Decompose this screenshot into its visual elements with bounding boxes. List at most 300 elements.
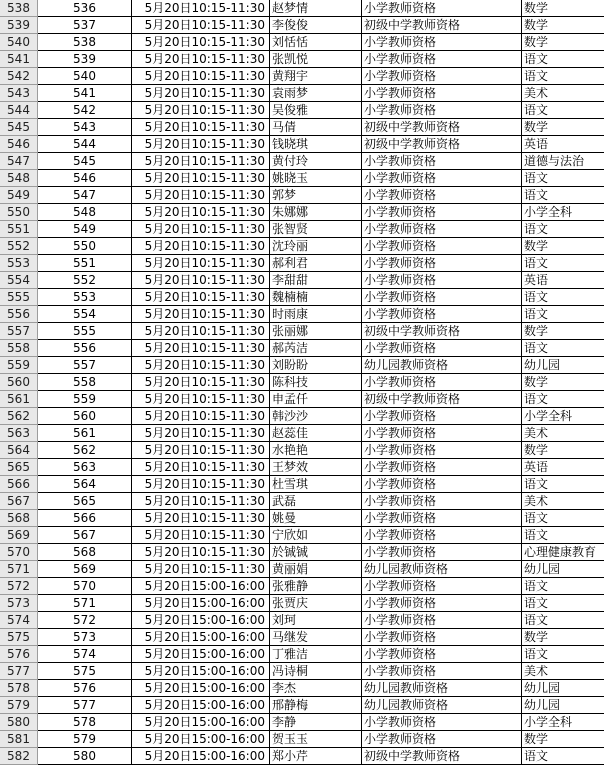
row-header[interactable]: 582 (0, 748, 38, 765)
cell-qualification[interactable]: 小学教师资格 (362, 595, 522, 612)
cell-qualification[interactable]: 小学教师资格 (362, 663, 522, 680)
cell-subject[interactable]: 小学全科 (522, 714, 604, 731)
row-header[interactable]: 550 (0, 204, 38, 221)
cell-name[interactable]: 姚曼 (270, 510, 362, 527)
cell-seq-number[interactable]: 579 (38, 731, 132, 748)
cell-seq-number[interactable]: 564 (38, 476, 132, 493)
cell-exam-time[interactable]: 5月20日10:15-11:30 (132, 170, 270, 187)
cell-name[interactable]: 张智贤 (270, 221, 362, 238)
table-row (0, 476, 604, 493)
cell-qualification[interactable]: 初级中学教师资格 (362, 119, 522, 136)
row-header[interactable]: 559 (0, 357, 38, 374)
cell-seq-number[interactable]: 543 (38, 119, 132, 136)
cell-seq-number[interactable]: 575 (38, 663, 132, 680)
table-row (0, 85, 604, 102)
row-header[interactable]: 569 (0, 527, 38, 544)
cell-name[interactable]: 宁欣如 (270, 527, 362, 544)
cell-exam-time[interactable]: 5月20日10:15-11:30 (132, 85, 270, 102)
cell-exam-time[interactable]: 5月20日15:00-16:00 (132, 663, 270, 680)
cell-subject[interactable]: 语文 (522, 255, 604, 272)
cell-seq-number[interactable]: 561 (38, 425, 132, 442)
cell-seq-number[interactable]: 539 (38, 51, 132, 68)
cell-name[interactable]: 刘盼盼 (270, 357, 362, 374)
cell-exam-time[interactable]: 5月20日10:15-11:30 (132, 17, 270, 34)
cell-seq-number[interactable]: 567 (38, 527, 132, 544)
cell-exam-time[interactable]: 5月20日15:00-16:00 (132, 697, 270, 714)
table-row (0, 272, 604, 289)
table-row (0, 697, 604, 714)
cell-name[interactable]: 张雅静 (270, 578, 362, 595)
row-header[interactable]: 565 (0, 459, 38, 476)
cell-name[interactable]: 李甜甜 (270, 272, 362, 289)
cell-seq-number[interactable]: 556 (38, 340, 132, 357)
row-header[interactable]: 560 (0, 374, 38, 391)
cell-qualification[interactable]: 小学教师资格 (362, 221, 522, 238)
cell-name[interactable]: 吴俊雅 (270, 102, 362, 119)
cell-exam-time[interactable]: 5月20日15:00-16:00 (132, 612, 270, 629)
cell-subject[interactable]: 语文 (522, 646, 604, 663)
cell-subject[interactable]: 幼儿园 (522, 697, 604, 714)
cell-qualification[interactable]: 幼儿园教师资格 (362, 697, 522, 714)
cell-exam-time[interactable]: 5月20日10:15-11:30 (132, 476, 270, 493)
cell-subject[interactable]: 道德与法治 (522, 153, 604, 170)
cell-qualification[interactable]: 小学教师资格 (362, 629, 522, 646)
row-header[interactable]: 570 (0, 544, 38, 561)
cell-qualification[interactable]: 小学教师资格 (362, 102, 522, 119)
cell-seq-number[interactable]: 541 (38, 85, 132, 102)
cell-seq-number[interactable]: 562 (38, 442, 132, 459)
row-header[interactable]: 558 (0, 340, 38, 357)
cell-subject[interactable]: 语文 (522, 340, 604, 357)
cell-name[interactable]: 王梦效 (270, 459, 362, 476)
cell-name[interactable]: 郭梦 (270, 187, 362, 204)
cell-exam-time[interactable]: 5月20日10:15-11:30 (132, 0, 270, 17)
cell-subject[interactable]: 语文 (522, 391, 604, 408)
cell-qualification[interactable]: 初级中学教师资格 (362, 17, 522, 34)
row-header[interactable]: 544 (0, 102, 38, 119)
cell-seq-number[interactable]: 573 (38, 629, 132, 646)
row-header[interactable]: 546 (0, 136, 38, 153)
cell-exam-time[interactable]: 5月20日10:15-11:30 (132, 221, 270, 238)
cell-seq-number[interactable]: 547 (38, 187, 132, 204)
cell-name[interactable]: 赵蕊佳 (270, 425, 362, 442)
row-header[interactable]: 552 (0, 238, 38, 255)
row-header[interactable]: 561 (0, 391, 38, 408)
cell-name[interactable]: 贺玉玉 (270, 731, 362, 748)
cell-qualification[interactable]: 小学教师资格 (362, 425, 522, 442)
cell-qualification[interactable]: 小学教师资格 (362, 459, 522, 476)
cell-exam-time[interactable]: 5月20日10:15-11:30 (132, 391, 270, 408)
table-row (0, 0, 604, 17)
cell-subject[interactable]: 美术 (522, 85, 604, 102)
cell-name[interactable]: 申孟仟 (270, 391, 362, 408)
row-header[interactable]: 557 (0, 323, 38, 340)
cell-subject[interactable]: 美术 (522, 663, 604, 680)
row-header[interactable]: 538 (0, 0, 38, 17)
table-row (0, 187, 604, 204)
cell-subject[interactable]: 语文 (522, 306, 604, 323)
cell-qualification[interactable]: 幼儿园教师资格 (362, 680, 522, 697)
cell-seq-number[interactable]: 554 (38, 306, 132, 323)
cell-subject[interactable]: 语文 (522, 102, 604, 119)
cell-seq-number[interactable]: 565 (38, 493, 132, 510)
cell-name[interactable]: 张贾庆 (270, 595, 362, 612)
cell-exam-time[interactable]: 5月20日15:00-16:00 (132, 629, 270, 646)
cell-qualification[interactable]: 初级中学教师资格 (362, 391, 522, 408)
cell-qualification[interactable]: 小学教师资格 (362, 289, 522, 306)
cell-subject[interactable]: 语文 (522, 221, 604, 238)
cell-seq-number[interactable]: 574 (38, 646, 132, 663)
cell-qualification[interactable]: 小学教师资格 (362, 731, 522, 748)
cell-name[interactable]: 朱娜娜 (270, 204, 362, 221)
cell-name[interactable]: 陈科技 (270, 374, 362, 391)
table-row (0, 442, 604, 459)
cell-name[interactable]: 李俊俊 (270, 17, 362, 34)
row-header[interactable]: 577 (0, 663, 38, 680)
cell-subject[interactable]: 语文 (522, 510, 604, 527)
cell-seq-number[interactable]: 552 (38, 272, 132, 289)
cell-subject[interactable]: 英语 (522, 459, 604, 476)
cell-subject[interactable]: 幼儿园 (522, 561, 604, 578)
cell-qualification[interactable]: 小学教师资格 (362, 204, 522, 221)
cell-qualification[interactable]: 小学教师资格 (362, 255, 522, 272)
row-header[interactable]: 547 (0, 153, 38, 170)
row-header[interactable]: 542 (0, 68, 38, 85)
row-header[interactable]: 573 (0, 595, 38, 612)
cell-seq-number[interactable]: 546 (38, 170, 132, 187)
table-row (0, 561, 604, 578)
cell-exam-time[interactable]: 5月20日10:15-11:30 (132, 459, 270, 476)
cell-seq-number[interactable]: 557 (38, 357, 132, 374)
row-header[interactable]: 543 (0, 85, 38, 102)
cell-subject[interactable]: 语文 (522, 748, 604, 765)
cell-subject[interactable]: 数学 (522, 119, 604, 136)
table-row (0, 391, 604, 408)
cell-exam-time[interactable]: 5月20日10:15-11:30 (132, 34, 270, 51)
cell-qualification[interactable]: 小学教师资格 (362, 85, 522, 102)
cell-name[interactable]: 水艳艳 (270, 442, 362, 459)
cell-subject[interactable]: 语文 (522, 595, 604, 612)
cell-subject[interactable]: 英语 (522, 272, 604, 289)
table-row (0, 51, 604, 68)
cell-name[interactable]: 黄翔宇 (270, 68, 362, 85)
cell-qualification[interactable]: 小学教师资格 (362, 476, 522, 493)
row-header[interactable]: 574 (0, 612, 38, 629)
row-header[interactable]: 580 (0, 714, 38, 731)
cell-exam-time[interactable]: 5月20日10:15-11:30 (132, 408, 270, 425)
cell-name[interactable]: 赵梦情 (270, 0, 362, 17)
cell-subject[interactable]: 语文 (522, 527, 604, 544)
table-row (0, 459, 604, 476)
cell-qualification[interactable]: 小学教师资格 (362, 51, 522, 68)
cell-qualification[interactable]: 小学教师资格 (362, 510, 522, 527)
cell-qualification[interactable]: 幼儿园教师资格 (362, 561, 522, 578)
cell-subject[interactable]: 英语 (522, 136, 604, 153)
cell-name[interactable]: 於铖铖 (270, 544, 362, 561)
cell-name[interactable]: 黄丽娟 (270, 561, 362, 578)
cell-subject[interactable]: 幼儿园 (522, 680, 604, 697)
cell-exam-time[interactable]: 5月20日10:15-11:30 (132, 119, 270, 136)
cell-subject[interactable]: 语文 (522, 612, 604, 629)
cell-seq-number[interactable]: 578 (38, 714, 132, 731)
table-row (0, 306, 604, 323)
cell-name[interactable]: 李静 (270, 714, 362, 731)
cell-exam-time[interactable]: 5月20日10:15-11:30 (132, 425, 270, 442)
table-row (0, 578, 604, 595)
cell-exam-time[interactable]: 5月20日15:00-16:00 (132, 748, 270, 765)
cell-exam-time[interactable]: 5月20日10:15-11:30 (132, 255, 270, 272)
cell-name[interactable]: 张丽娜 (270, 323, 362, 340)
cell-exam-time[interactable]: 5月20日10:15-11:30 (132, 357, 270, 374)
cell-subject[interactable]: 语文 (522, 289, 604, 306)
cell-qualification[interactable]: 小学教师资格 (362, 68, 522, 85)
cell-exam-time[interactable]: 5月20日10:15-11:30 (132, 68, 270, 85)
cell-seq-number[interactable]: 580 (38, 748, 132, 765)
cell-seq-number[interactable]: 577 (38, 697, 132, 714)
cell-name[interactable]: 郑小芹 (270, 748, 362, 765)
cell-seq-number[interactable]: 544 (38, 136, 132, 153)
cell-name[interactable]: 袁雨梦 (270, 85, 362, 102)
cell-qualification[interactable]: 初级中学教师资格 (362, 323, 522, 340)
cell-exam-time[interactable]: 5月20日15:00-16:00 (132, 714, 270, 731)
cell-seq-number[interactable]: 572 (38, 612, 132, 629)
cell-exam-time[interactable]: 5月20日10:15-11:30 (132, 51, 270, 68)
table-row (0, 527, 604, 544)
cell-subject[interactable]: 数学 (522, 238, 604, 255)
row-header[interactable]: 579 (0, 697, 38, 714)
cell-qualification[interactable]: 小学教师资格 (362, 527, 522, 544)
row-header[interactable]: 562 (0, 408, 38, 425)
row-header[interactable]: 563 (0, 425, 38, 442)
cell-qualification[interactable]: 小学教师资格 (362, 544, 522, 561)
table-row (0, 153, 604, 170)
row-header[interactable]: 571 (0, 561, 38, 578)
cell-exam-time[interactable]: 5月20日10:15-11:30 (132, 102, 270, 119)
cell-exam-time[interactable]: 5月20日15:00-16:00 (132, 646, 270, 663)
table-row (0, 119, 604, 136)
cell-exam-time[interactable]: 5月20日10:15-11:30 (132, 374, 270, 391)
table-row (0, 544, 604, 561)
row-header[interactable]: 553 (0, 255, 38, 272)
cell-exam-time[interactable]: 5月20日10:15-11:30 (132, 527, 270, 544)
cell-seq-number[interactable]: 566 (38, 510, 132, 527)
cell-exam-time[interactable]: 5月20日15:00-16:00 (132, 731, 270, 748)
cell-qualification[interactable]: 初级中学教师资格 (362, 136, 522, 153)
cell-name[interactable]: 时雨康 (270, 306, 362, 323)
cell-name[interactable]: 张凯悦 (270, 51, 362, 68)
cell-seq-number[interactable]: 538 (38, 34, 132, 51)
cell-exam-time[interactable]: 5月20日10:15-11:30 (132, 493, 270, 510)
cell-exam-time[interactable]: 5月20日15:00-16:00 (132, 595, 270, 612)
row-header[interactable]: 568 (0, 510, 38, 527)
cell-seq-number[interactable]: 540 (38, 68, 132, 85)
cell-name[interactable]: 黄付玲 (270, 153, 362, 170)
row-header[interactable]: 572 (0, 578, 38, 595)
row-header[interactable]: 540 (0, 34, 38, 51)
cell-subject[interactable]: 语文 (522, 51, 604, 68)
cell-exam-time[interactable]: 5月20日10:15-11:30 (132, 187, 270, 204)
cell-subject[interactable]: 美术 (522, 493, 604, 510)
cell-name[interactable]: 马倩 (270, 119, 362, 136)
table-row (0, 17, 604, 34)
cell-exam-time[interactable]: 5月20日10:15-11:30 (132, 306, 270, 323)
cell-subject[interactable]: 数学 (522, 323, 604, 340)
cell-seq-number[interactable]: 550 (38, 238, 132, 255)
table-row (0, 323, 604, 340)
table-row (0, 68, 604, 85)
cell-qualification[interactable]: 小学教师资格 (362, 306, 522, 323)
row-header[interactable]: 581 (0, 731, 38, 748)
cell-exam-time[interactable]: 5月20日10:15-11:30 (132, 153, 270, 170)
cell-subject[interactable]: 数学 (522, 374, 604, 391)
cell-subject[interactable]: 美术 (522, 425, 604, 442)
cell-seq-number[interactable]: 563 (38, 459, 132, 476)
cell-subject[interactable]: 语文 (522, 578, 604, 595)
cell-name[interactable]: 魏楠楠 (270, 289, 362, 306)
cell-name[interactable]: 杜雪琪 (270, 476, 362, 493)
cell-name[interactable]: 钱晓琪 (270, 136, 362, 153)
cell-qualification[interactable]: 小学教师资格 (362, 646, 522, 663)
cell-exam-time[interactable]: 5月20日10:15-11:30 (132, 561, 270, 578)
cell-seq-number[interactable]: 555 (38, 323, 132, 340)
cell-qualification[interactable]: 小学教师资格 (362, 493, 522, 510)
cell-exam-time[interactable]: 5月20日10:15-11:30 (132, 442, 270, 459)
table-row (0, 221, 604, 238)
table-row (0, 612, 604, 629)
cell-name[interactable]: 邢静梅 (270, 697, 362, 714)
cell-name[interactable]: 李杰 (270, 680, 362, 697)
cell-subject[interactable]: 数学 (522, 731, 604, 748)
cell-seq-number[interactable]: 536 (38, 0, 132, 17)
cell-name[interactable]: 马继发 (270, 629, 362, 646)
cell-subject[interactable]: 数学 (522, 34, 604, 51)
cell-exam-time[interactable]: 5月20日10:15-11:30 (132, 510, 270, 527)
cell-exam-time[interactable]: 5月20日10:15-11:30 (132, 340, 270, 357)
row-header[interactable]: 564 (0, 442, 38, 459)
cell-seq-number[interactable]: 551 (38, 255, 132, 272)
cell-name[interactable]: 刘珂 (270, 612, 362, 629)
cell-seq-number[interactable]: 571 (38, 595, 132, 612)
cell-exam-time[interactable]: 5月20日10:15-11:30 (132, 323, 270, 340)
cell-subject[interactable]: 语文 (522, 68, 604, 85)
row-header[interactable]: 548 (0, 170, 38, 187)
cell-qualification[interactable]: 小学教师资格 (362, 153, 522, 170)
cell-qualification[interactable]: 小学教师资格 (362, 442, 522, 459)
cell-qualification[interactable]: 小学教师资格 (362, 340, 522, 357)
cell-seq-number[interactable]: 549 (38, 221, 132, 238)
cell-subject[interactable]: 数学 (522, 0, 604, 17)
cell-name[interactable]: 韩沙沙 (270, 408, 362, 425)
cell-exam-time[interactable]: 5月20日10:15-11:30 (132, 136, 270, 153)
cell-subject[interactable]: 数学 (522, 17, 604, 34)
cell-qualification[interactable]: 小学教师资格 (362, 374, 522, 391)
cell-qualification[interactable]: 小学教师资格 (362, 0, 522, 17)
cell-subject[interactable]: 数学 (522, 442, 604, 459)
cell-exam-time[interactable]: 5月20日10:15-11:30 (132, 544, 270, 561)
cell-qualification[interactable]: 小学教师资格 (362, 612, 522, 629)
cell-exam-time[interactable]: 5月20日10:15-11:30 (132, 238, 270, 255)
cell-seq-number[interactable]: 548 (38, 204, 132, 221)
cell-subject[interactable]: 小学全科 (522, 204, 604, 221)
cell-exam-time[interactable]: 5月20日10:15-11:30 (132, 204, 270, 221)
cell-seq-number[interactable]: 545 (38, 153, 132, 170)
cell-qualification[interactable]: 小学教师资格 (362, 34, 522, 51)
cell-seq-number[interactable]: 542 (38, 102, 132, 119)
cell-qualification[interactable]: 幼儿园教师资格 (362, 357, 522, 374)
row-header[interactable]: 541 (0, 51, 38, 68)
cell-qualification[interactable]: 小学教师资格 (362, 578, 522, 595)
cell-qualification[interactable]: 初级中学教师资格 (362, 748, 522, 765)
cell-name[interactable]: 郝利君 (270, 255, 362, 272)
row-header[interactable]: 539 (0, 17, 38, 34)
cell-subject[interactable]: 语文 (522, 187, 604, 204)
cell-qualification[interactable]: 小学教师资格 (362, 187, 522, 204)
table-row (0, 102, 604, 119)
table-row (0, 136, 604, 153)
cell-name[interactable]: 刘恬恬 (270, 34, 362, 51)
cell-seq-number[interactable]: 576 (38, 680, 132, 697)
cell-qualification[interactable]: 小学教师资格 (362, 238, 522, 255)
row-header[interactable]: 578 (0, 680, 38, 697)
cell-subject[interactable]: 小学全科 (522, 408, 604, 425)
cell-seq-number[interactable]: 569 (38, 561, 132, 578)
cell-seq-number[interactable]: 568 (38, 544, 132, 561)
cell-subject[interactable]: 幼儿园 (522, 357, 604, 374)
cell-qualification[interactable]: 小学教师资格 (362, 170, 522, 187)
row-header[interactable]: 545 (0, 119, 38, 136)
cell-name[interactable]: 郝芮洁 (270, 340, 362, 357)
table-row (0, 731, 604, 748)
row-header[interactable]: 549 (0, 187, 38, 204)
cell-name[interactable]: 武磊 (270, 493, 362, 510)
cell-name[interactable]: 丁雅洁 (270, 646, 362, 663)
table-row (0, 170, 604, 187)
cell-exam-time[interactable]: 5月20日10:15-11:30 (132, 289, 270, 306)
row-header[interactable]: 567 (0, 493, 38, 510)
cell-subject[interactable]: 心理健康教育 (522, 544, 604, 561)
cell-qualification[interactable]: 小学教师资格 (362, 272, 522, 289)
cell-name[interactable]: 沈玲丽 (270, 238, 362, 255)
row-header[interactable]: 556 (0, 306, 38, 323)
row-header[interactable]: 554 (0, 272, 38, 289)
cell-qualification[interactable]: 小学教师资格 (362, 714, 522, 731)
table-row (0, 493, 604, 510)
cell-seq-number[interactable]: 537 (38, 17, 132, 34)
cell-subject[interactable]: 语文 (522, 476, 604, 493)
table-row (0, 663, 604, 680)
row-header[interactable]: 551 (0, 221, 38, 238)
cell-name[interactable]: 冯诗桐 (270, 663, 362, 680)
table-row (0, 714, 604, 731)
row-header[interactable]: 555 (0, 289, 38, 306)
cell-seq-number[interactable]: 570 (38, 578, 132, 595)
cell-subject[interactable]: 语文 (522, 170, 604, 187)
cell-subject[interactable]: 数学 (522, 629, 604, 646)
cell-exam-time[interactable]: 5月20日15:00-16:00 (132, 680, 270, 697)
cell-seq-number[interactable]: 559 (38, 391, 132, 408)
cell-seq-number[interactable]: 558 (38, 374, 132, 391)
cell-qualification[interactable]: 小学教师资格 (362, 408, 522, 425)
cell-seq-number[interactable]: 560 (38, 408, 132, 425)
cell-exam-time[interactable]: 5月20日15:00-16:00 (132, 578, 270, 595)
row-header[interactable]: 576 (0, 646, 38, 663)
row-header[interactable]: 575 (0, 629, 38, 646)
cell-exam-time[interactable]: 5月20日10:15-11:30 (132, 272, 270, 289)
row-header[interactable]: 566 (0, 476, 38, 493)
cell-name[interactable]: 姚晓玉 (270, 170, 362, 187)
table-row (0, 408, 604, 425)
cell-seq-number[interactable]: 553 (38, 289, 132, 306)
